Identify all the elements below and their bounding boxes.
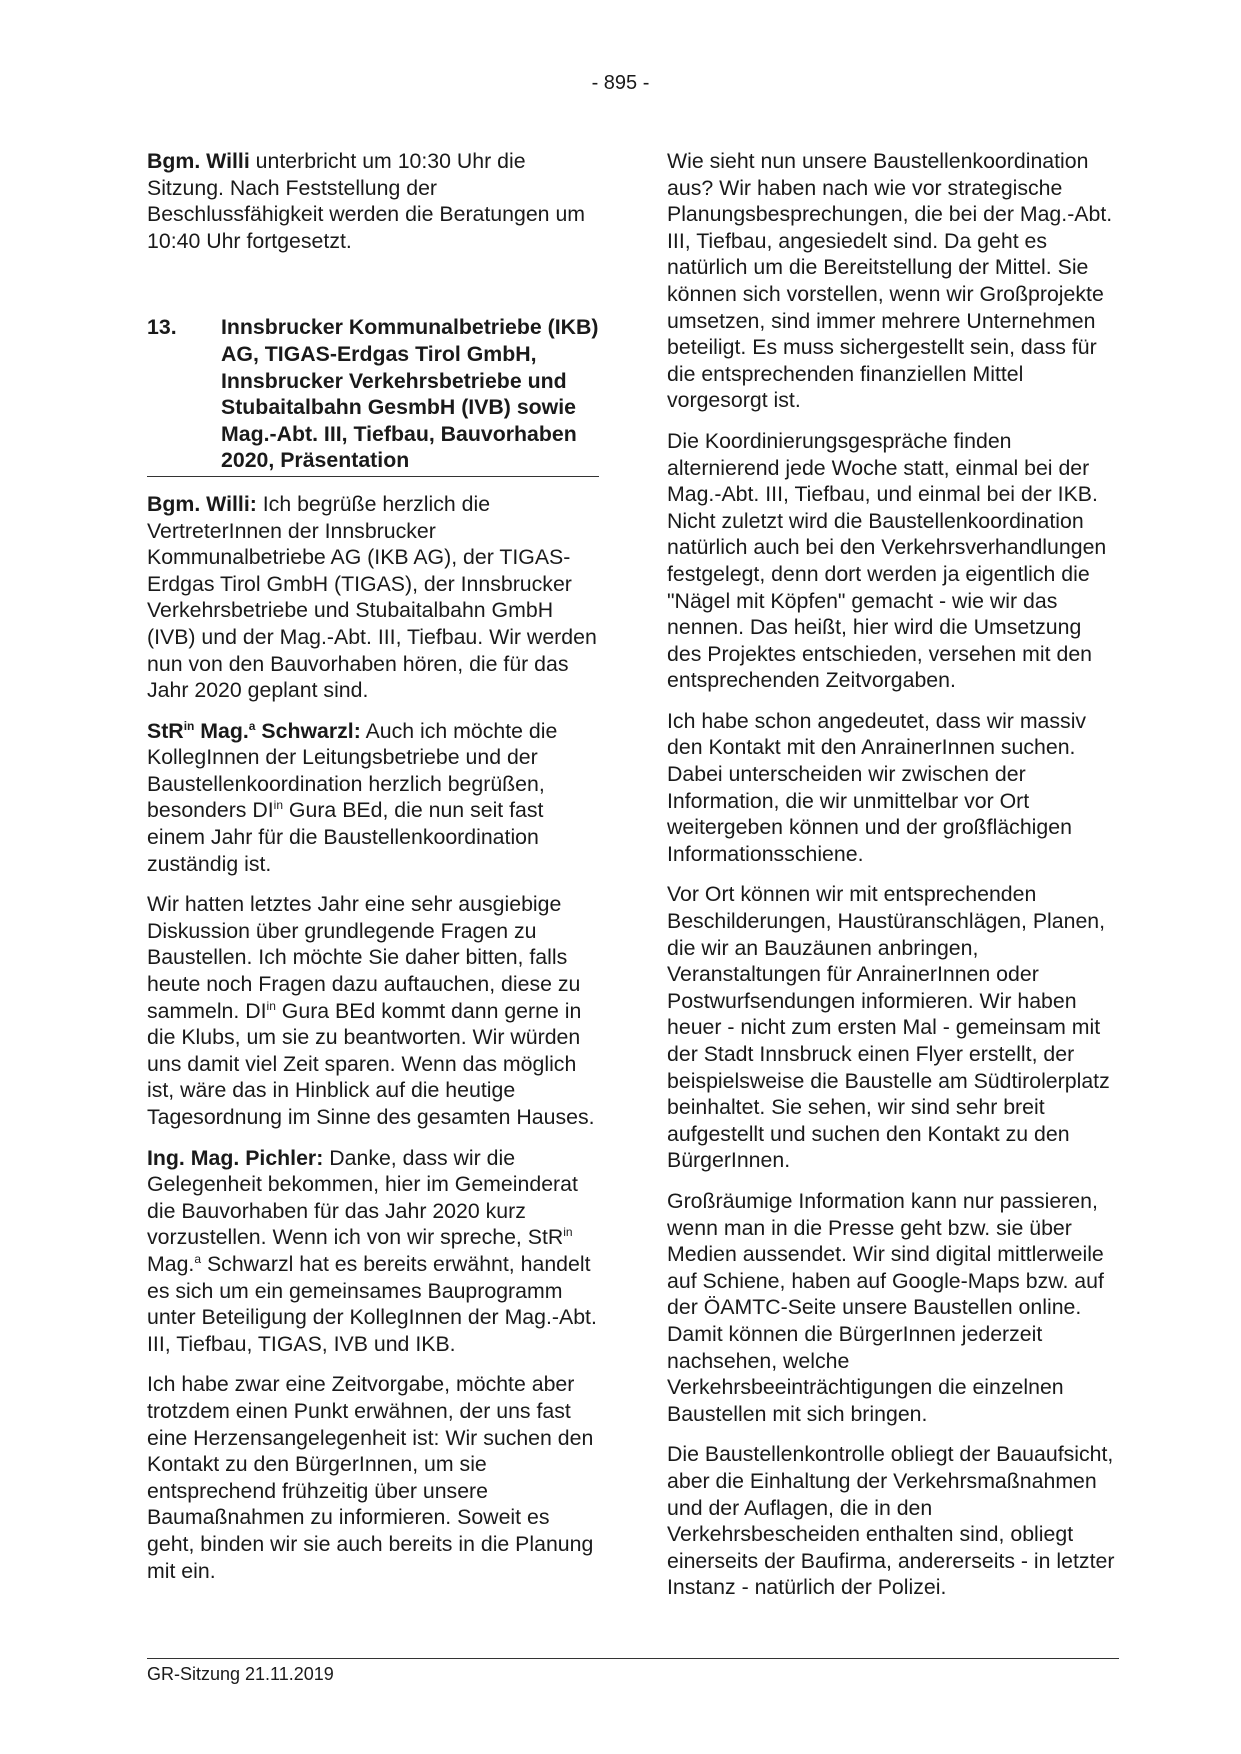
agenda-item-number: 13. bbox=[147, 315, 177, 340]
paragraph-discussion: Wir hatten letztes Jahr eine sehr ausgiebige Diskussion über grundlegende Fragen zu Baustellen. Ich möchte Sie daher bitten, falls heute noch Fragen dazu auftauchen, diese zu sammeln. $DI^{in}$ Gura BEd kommt dann gerne in die Klubs, um sie zu beantworten. Wir würden uns damit viel Zeit sparen. Wenn das möglich ist, wäre das in Hinblick auf die heutige Tagesordnung im Sinne des gesamten Hauses. bbox=[147, 892, 595, 1129]
footer-rule bbox=[147, 1658, 1119, 1659]
footer-session-date: GR-Sitzung 21.11.2019 bbox=[147, 1664, 334, 1684]
paragraph-schwarzl: StR$^{in}$ Mag.$^a$ Schwarzl: Auch ich möchte die KollegInnen der Leitungsbetriebe und der Baustellenkoordination herzlich begrüßen, besonders $DI^{in}$ Gura BEd, die nun seit fast einem Jahr für die Baustellenkoordination zuständig ist. bbox=[147, 718, 558, 876]
paragraph-citizens: Ich habe zwar eine Zeitvorgabe, möchte aber trotzdem einen Punkt erwähnen, der uns fast eine Herzensangelegenheit ist: Wir suchen den Kontakt zu den BürgerInnen, um sie entsprechend frühzeitig über unsere Baumaßnahmen zu informieren. Soweit es geht, binden wir sie auch bereits in die Planung mit ein. bbox=[147, 1372, 594, 1583]
right-column bbox=[667, 148, 1119, 1615]
paragraph-on-site: Vor Ort können wir mit entsprechenden Beschilderungen, Haustüranschlägen, Planen, die wir an Bauzäunen anbringen, Veranstaltungen für AnrainerInnen oder Postwurfsendungen informieren. Wir haben heuer - nicht zum ersten Mal - gemeinsam mit der Stadt Innsbruck einen Flyer erstellt, der beispielsweise die Baustelle am Südtirolerplatz beinhaltet. Sie sehen, wir sind sehr breit aufgestellt und suchen den Kontakt zu den BürgerInnen. bbox=[667, 882, 1110, 1173]
speaker-name: Bgm. Willi bbox=[147, 149, 250, 173]
left-column bbox=[147, 148, 599, 1598]
paragraph-control: Die Baustellenkontrolle obliegt der Bauaufsicht, aber die Einhaltung der Verkehrsmaßnahmen und der Auflagen, die in den Verkehrsbescheiden enthalten sind, obliegt einerseits der Baufirma, andererseits - in letzter Instanz - natürlich der Polizei. bbox=[667, 1442, 1115, 1600]
paragraph-text: unterbricht um 10:30 Uhr die Sitzung. Nach Feststellung der Beschlussfähigkeit werden die Beratungen um 10:40 Uhr fortgesetzt. bbox=[147, 149, 586, 253]
paragraph-pichler: Ing. Mag. Pichler: Danke, dass wir die Gelegenheit bekommen, hier im Gemeinderat die Bauvorhaben für das Jahr 2020 kurz vorzustellen. Wenn ich von wir spreche, StR$^{in}$ Mag.$^a$ Schwarzl hat es bereits erwähnt, handelt es sich um ein gemeinsames Bauprogramm unter Beteiligung der KollegInnen der Mag.-Abt. III, Tiefbau, TIGAS, IVB und IKB. bbox=[147, 1145, 597, 1356]
paragraph-text: Ich begrüße herzlich die VertreterInnen der Innsbrucker Kommunalbetriebe AG (IKB AG), der TIGAS-Erdgas Tirol GmbH (TIGAS), der Innsbrucker Verkehrsbetriebe und Stubaitalbahn GmbH (IVB) und der Mag.-Abt. III, Tiefbau. Wir werden nun von den Bauvorhaben hören, die für das Jahr 2020 geplant sind. bbox=[147, 491, 597, 703]
agenda-item-heading bbox=[147, 314, 599, 477]
speaker-name: StR$^{in}$ Mag.$^a$ Schwarzl: bbox=[147, 718, 361, 743]
paragraph-session-break bbox=[147, 148, 599, 254]
paragraph-meetings: Die Koordinierungsgespräche finden alternierend jede Woche statt, einmal bei der Mag.-Abt. III, Tiefbau, und einmal bei der IKB. Nicht zuletzt wird die Baustellenkoordination natürlich auch bei den Verkehrsverhandlungen festgelegt, denn dort werden ja eigentlich die "Nägel mit Köpfen" gemacht - wie wir das nennen. Das heißt, hier wird die Umsetzung des Projektes entschieden, versehen mit den entsprechenden Zeitvorgaben. bbox=[667, 428, 1107, 693]
speaker-name: Ing. Mag. Pichler: bbox=[147, 1145, 324, 1170]
paragraph-welcome bbox=[147, 491, 599, 704]
paragraph-media: Großräumige Information kann nur passieren, wenn man in die Presse geht bzw. sie über Medien aussendet. Wir sind digital mittlerweile auf Schiene, haben auf Google-Maps bzw. auf der ÖAMTC-Seite unsere Baustellen online. Damit können die BürgerInnen jederzeit nachsehen, welche Verkehrsbeeinträchtigungen die einzelnen Baustellen mit sich bringen. bbox=[667, 1188, 1104, 1426]
page-number: - 895 - bbox=[591, 72, 650, 94]
paragraph-residents: Ich habe schon angedeutet, dass wir massiv den Kontakt mit den AnrainerInnen suchen. Dabei unterscheiden wir zwischen der Information, die wir unmittelbar vor Ort weitergeben können und der großflächigen Informationsschiene. bbox=[667, 708, 1087, 866]
agenda-item-title: Innsbrucker Kommunalbetriebe (IKB) AG, TIGAS-Erdgas Tirol GmbH, Innsbrucker Verkehrsbetriebe und Stubaitalbahn GesmbH (IVB) sowie Mag.-Abt. III, Tiefbau, Bauvorhaben 2020, Präsentation bbox=[221, 315, 599, 473]
speaker-name: Bgm. Willi: bbox=[147, 491, 257, 516]
paragraph-coordination: Wie sieht nun unsere Baustellenkoordination aus? Wir haben nach wie vor strategische Planungsbesprechungen, die bei der Mag.-Abt. III, Tiefbau, angesiedelt sind. Da geht es natürlich um die Bereitstellung der Mittel. Sie können sich vorstellen, wenn wir Großprojekte umsetzen, sind immer mehrere Unternehmen beteiligt. Es muss sichergestellt sein, dass für die entsprechenden finanziellen Mittel vorgesorgt ist. bbox=[667, 149, 1113, 413]
